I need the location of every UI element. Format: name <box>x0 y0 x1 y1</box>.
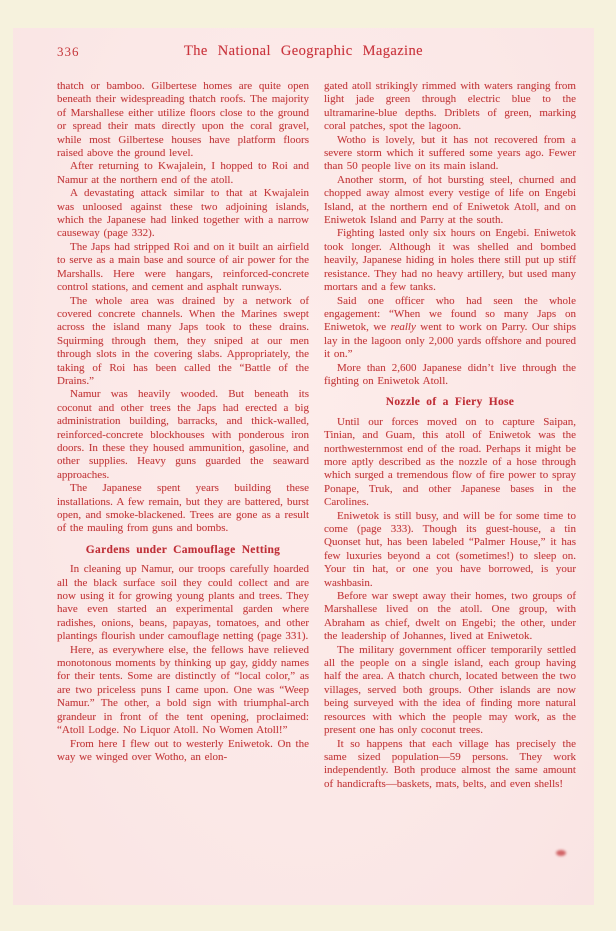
section-heading: Nozzle of a Fiery Hose <box>385 396 515 409</box>
paragraph: Until our forces moved on to capture Saipan, Tinian, and Guam, this atoll of Eniwetok was the northwesternmost end of the road. Perhaps it might be more aptly described as the nozzle of a hose through which surged a tremendous flow of fire power to spray Ponape, Truk, and other Japanese bases in the Carolines. <box>324 415 576 509</box>
paragraph: In cleaning up Namur, our troops carefully hoarded all the black surface soil they could collect and are now using it for growing young plants and trees. They have even started an experimental garden where radishes, onions, beans, papayas, tomatoes, and other plantings flourish under camouflage netting (page 331). <box>57 563 309 643</box>
column-right <box>324 80 576 791</box>
paragraph: Said one officer who had seen the whole engagement: “When we found so many Japs on Eniwetok, we really went to work on Parry. Our ships lay in the lagoon only 2,000 yards offshore and poured it on.” <box>324 294 577 361</box>
paragraph: thatch or bamboo. Gilbertese homes are quite open beneath their widespreading thatch roofs. The majority of Marshallese either utilize floors close to the ground or spread their mats directly upon the coral gravel, while most Gilbertese houses have platform floors raised above the ground level. <box>57 80 309 160</box>
paragraph: gated atoll strikingly rimmed with waters ranging from light jade green through electric blue to the ultramarine-blue depths. Driblets of green, marking coral patches, spot the lagoon. <box>324 80 576 133</box>
paragraph: A devastating attack similar to that at Kwajalein was unloosed against these two adjoining islands, which the Japanese had linked together with a narrow causeway (page 332). <box>57 187 309 240</box>
ink-smudge <box>556 850 566 856</box>
paragraph: The Japs had stripped Roi and on it built an airfield to serve as a main base and source of air power for the Marshalls. Here were hangars, reinforced-concrete control stations, and cement and asphalt runways. <box>57 240 309 294</box>
paragraph: Wotho is lovely, but it has not recovered from a severe storm which it suffered some years ago. Fewer than 50 people live on its main island. <box>324 133 576 173</box>
paragraph: It so happens that each village has precisely the same sized population—59 persons. They work independently. Both produce almost the same amount of handicrafts—baskets, mats, belts, and even shells! <box>324 737 576 790</box>
page-header <box>13 43 594 63</box>
page-number: 336 <box>57 44 80 59</box>
paragraph: After returning to Kwajalein, I hopped to Roi and Namur at the northern end of the atoll. <box>57 160 309 186</box>
section-heading: Gardens under Camouflage Netting <box>85 543 281 556</box>
paragraph: Namur was heavily wooded. But beneath its coconut and other trees the Japs had erected a big administration building, barracks, and thick-walled, reinforced-concrete blockhouses with ponderous iron doors. In these they housed ammunition, gasoline, and other supplies. Heavy guns guarded the seaward approaches. <box>57 388 309 481</box>
paragraph: The whole area was drained by a network of covered concrete channels. When the Marines swept across the island many Japs took to these drains. Squirming through them, they sniped at our men through slots in the covering slabs. Appropriately, the taking of Roi has been called the “Battle of the Drains.” <box>57 294 309 387</box>
paragraph: Here, as everywhere else, the fellows have relieved monotonous moments by thinking up gay, giddy names for their tents. Some are distinctly of “local color,” as are two priceless puns I came upon. One was “Weep Namur.” The other, a bold sign with triumphal-arch grandeur in front of the tent opening, proclaimed: “Atoll Lodge. No Liquor Atoll. No Women Atoll!” <box>57 643 309 737</box>
paragraph: Eniwetok is still busy, and will be for some time to come (page 333). Though its guest-house, a tin Quonset hut, has been labeled “Palmer House,” it has few luxuries beyond a cot (sometimes!) to sleep on. Your tin hat, or one you have borrowed, is your washbasin. <box>324 509 576 589</box>
paragraph: Before war swept away their homes, two groups of Marshallese lived on the atoll. One group, with Abraham as chief, dwelt on Engebi; the other, under the leadership of Johannes, lived at Eniwetok. <box>324 590 576 643</box>
paragraph: Another storm, of hot bursting steel, churned and chopped away almost every vestige of life on Engebi Island, at the northern end of Eniwetok Atoll, and on Eniwetok Island and Parry at the south. <box>324 173 576 227</box>
paragraph: The military government officer temporarily settled all the people on a single island, each group having half the area. A thatch church, located between the two villages, served both groups. Other islands are now being surveyed with the idea of finding more natural resources with which the people may work, as the present one has only coconut trees. <box>324 643 576 737</box>
paragraph: From here I flew out to westerly Eniwetok. On the way we winged over Wotho, an elon- <box>57 737 309 763</box>
column-left <box>57 80 309 791</box>
paragraph: Fighting lasted only six hours on Engebi. Eniwetok took longer. Although it was shelled and bombed heavily, Japanese hiding in holes there still put up stiff resistance. They had no heavy artillery, but used many mortars and a few tanks. <box>324 227 576 294</box>
magazine-page <box>13 28 594 905</box>
journal-title: The National Geographic Magazine <box>184 43 423 59</box>
text-columns <box>13 63 594 791</box>
paragraph: More than 2,600 Japanese didn’t live through the fighting on Eniwetok Atoll. <box>324 361 576 387</box>
paragraph: The Japanese spent years building these installations. A few remain, but they are battered, burst open, and smoke-blackened. Trees are gone as a result of the mauling from guns and bombs. <box>57 482 309 535</box>
